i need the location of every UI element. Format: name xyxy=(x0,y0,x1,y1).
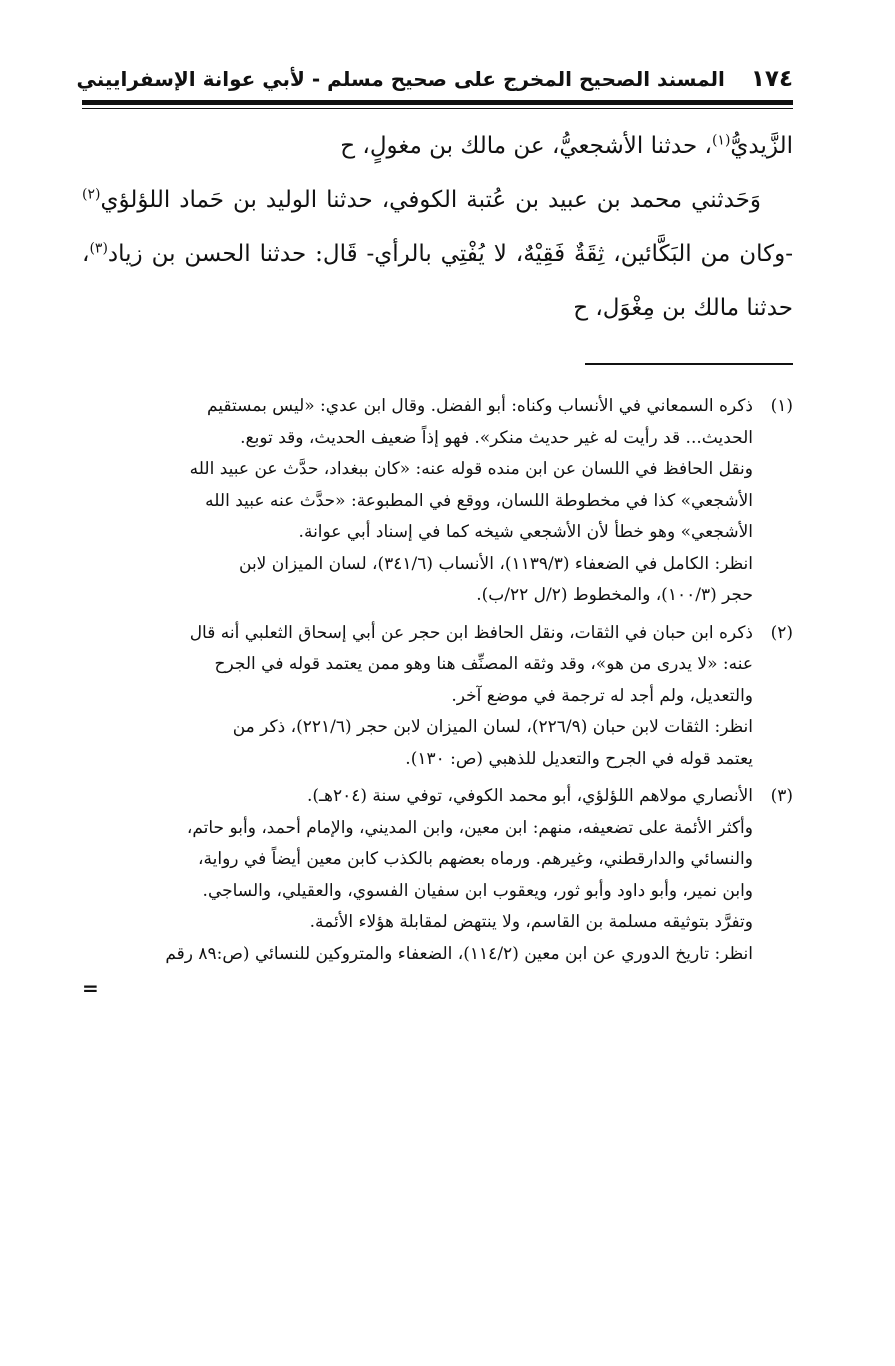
footnote-line: الأشجعي» كذا في مخطوطة اللسان، ووقع في المطبوعة: «حدَّث عنه عبيد الله xyxy=(205,490,753,511)
footnote-line: وتفرَّد بتوثيقه مسلمة بن القاسم، ولا ينتهض لمقابلة هؤلاء الأئمة. xyxy=(309,912,753,932)
footnote-line: الحديث... قد رأيت له غير حديث منكر». فهو إذاً ضعيف الحديث، وقد توبع. xyxy=(240,427,753,448)
main-text xyxy=(82,119,793,335)
footnote-line: ونقل الحافظ في اللسان عن ابن منده قوله عنه: «كان ببغداد، حدَّث عن عبيد الله xyxy=(189,459,753,479)
footnote-line: انظر: الثقات لابن حبان (٢٢٦/٩)، لسان الميزان لابن حجر (٢٢١/٦)، ذكر من xyxy=(232,717,753,737)
footnote-marker-2: (٢) xyxy=(82,186,101,203)
running-header xyxy=(76,60,793,98)
footnote-number: (٣) xyxy=(770,786,793,806)
footnote-number: (١) xyxy=(770,396,793,416)
footnote-line: يعتمد قوله في الجرح والتعديل للذهبي (ص: ١٣٠). xyxy=(405,748,753,769)
footnote-line: ذكره ابن حبان في الثقات، ونقل الحافظ ابن حجر عن أبي إسحاق الثعلبي أنه قال xyxy=(189,622,753,643)
footnotes xyxy=(82,391,793,1000)
footnote-separator xyxy=(585,363,793,365)
text-segment: ، حدثنا مالك بن مِغْوَل، ح xyxy=(82,241,793,321)
footnote-line: ذكره السمعاني في الأنساب وكناه: أبو الفضل. وقال ابن عدي: «ليس بمستقيم xyxy=(206,396,753,416)
footnote-line: وابن نمير، وأبو داود وأبو ثور، ويعقوب ابن سفيان الفسوي، والعقيلي، والساجي. xyxy=(202,880,753,901)
page-number: ١٧٤ xyxy=(750,66,793,92)
text-segment: الزَّيديُّ xyxy=(730,133,793,159)
text-segment: -وكان من البَكَّائين، ثِقَةٌ فَقِيْهٌ، لا يُفْتِي بالرأي- قَال: حدثنا الحسن بن زياد xyxy=(107,241,793,267)
main-paragraph-2 xyxy=(82,173,793,335)
text-segment: وَحَدثني محمد بن عبيد بن عُتبة الكوفي، حدثنا الوليد بن حَماد اللؤلؤي xyxy=(100,187,761,213)
footnote-line: عنه: «لا يدرى من هو»، وقد وثقه المصنِّف هنا وهو ممن يعتمد قوله في الجرح xyxy=(214,654,753,674)
footnote-1 xyxy=(82,391,793,612)
book-page xyxy=(76,60,793,1310)
header-rule-thin xyxy=(82,108,793,109)
footnote-line: حجر (١٠٠/٣)، والمخطوط (٢/ل ٢٢/ب). xyxy=(476,585,753,605)
main-paragraph-1 xyxy=(82,119,793,173)
running-title: المسند الصحيح المخرج على صحيح مسلم - لأبي عوانة الإسفراييني xyxy=(76,67,725,91)
footnote-line: والنسائي والدارقطني، وغيرهم. ورماه بعضهم بالكذب كابن معين أيضاً في رواية، xyxy=(198,849,753,869)
header-rule-thick xyxy=(82,100,793,105)
text-segment: ، حدثنا الأشجعيُّ، عن مالك بن مغولٍ، ح xyxy=(340,133,712,159)
footnote-line: والتعديل، ولم أجد له ترجمة في موضع آخر. xyxy=(451,685,753,706)
footnote-line: انظر: الكامل في الضعفاء (١١٣٩/٣)، الأنساب (٣٤١/٦)، لسان الميزان لابن xyxy=(239,553,753,574)
footnote-3 xyxy=(82,781,793,970)
footnote-2 xyxy=(82,618,793,776)
footnote-number: (٢) xyxy=(770,622,793,643)
footnote-line: انظر: تاريخ الدوري عن ابن معين (١١٤/٢)، الضعفاء والمتروكين للنسائي (ص:٨٩ رقم xyxy=(165,943,753,964)
footnote-marker-1: (١) xyxy=(711,132,731,149)
footnote-line: الأشجعي» وهو خطأ لأن الأشجعي شيخه كما في إسناد أبي عوانة. xyxy=(298,522,753,542)
footnote-line: الأنصاري مولاهم اللؤلؤي، أبو محمد الكوفي، توفي سنة (٢٠٤هـ). xyxy=(307,786,753,806)
footnote-marker-3: (٣) xyxy=(89,240,108,257)
continuation-mark: = xyxy=(82,976,99,1000)
footnote-line: وأكثر الأئمة على تضعيفه، منهم: ابن معين، وابن المديني، والإمام أحمد، وأبو حاتم، xyxy=(186,817,753,838)
